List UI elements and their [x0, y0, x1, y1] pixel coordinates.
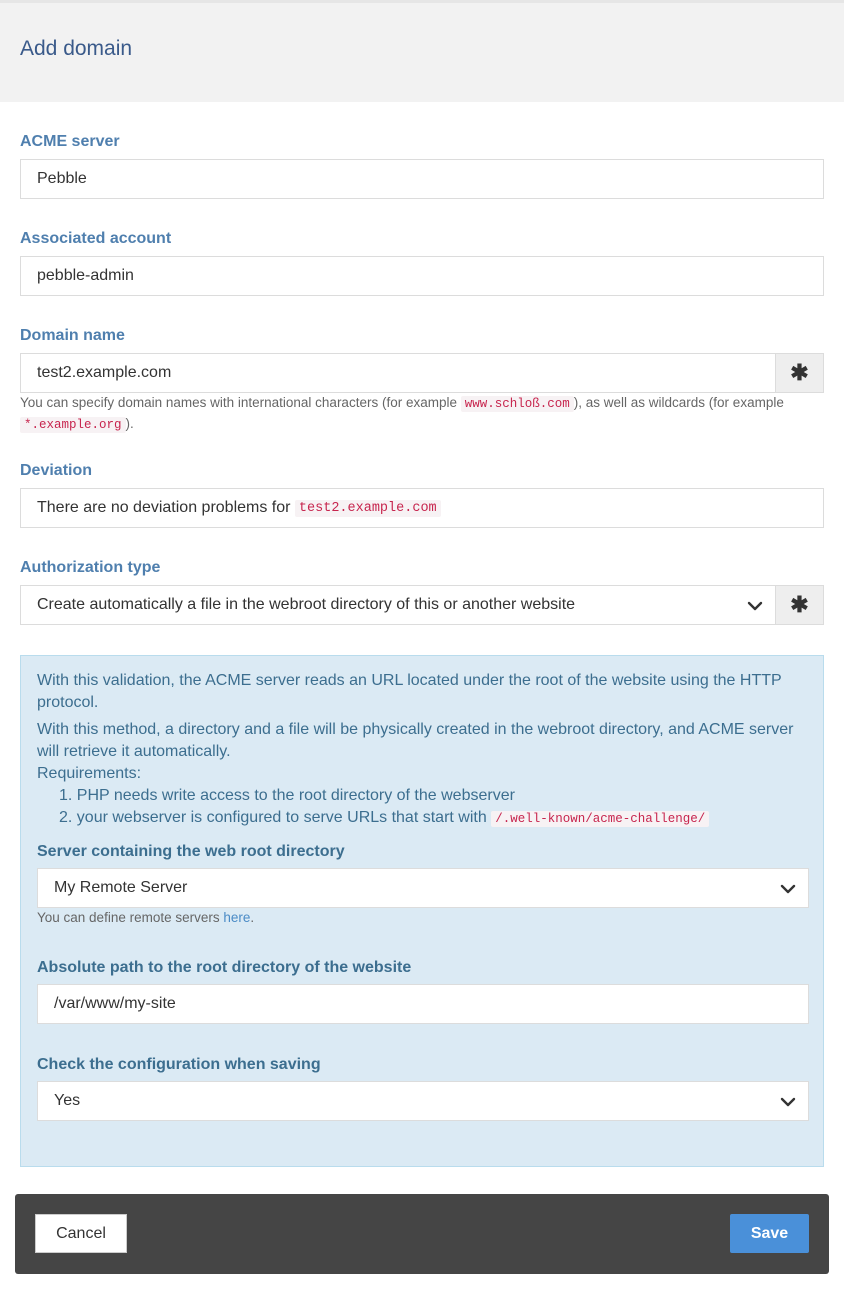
- domain-help-example-idn: www.schloß.com: [461, 396, 574, 412]
- requirements-heading: Requirements:: [37, 765, 142, 782]
- account-label: Associated account: [20, 230, 172, 247]
- server-help-end: .: [250, 910, 255, 925]
- deviation-field: [20, 488, 824, 528]
- authorization-type-select[interactable]: [20, 585, 776, 625]
- webroot-path-text[interactable]: [54, 995, 808, 1013]
- server-help-text: [37, 908, 254, 927]
- requirement-item-1: 1. PHP needs write access to the root directory of the webserver: [59, 787, 515, 804]
- info-paragraph-2: With this method, a directory and a file will be physically created in the webroot directory, and ACME server will retrieve it automatically.: [37, 721, 794, 760]
- check-config-value: Yes: [54, 1092, 81, 1109]
- info-paragraph-1: With this validation, the ACME server reads an URL located under the root of the website using the HTTP protocol.: [37, 672, 782, 711]
- cancel-button[interactable]: Cancel: [35, 1214, 127, 1253]
- deviation-domain-code: test2.example.com: [295, 500, 441, 517]
- domain-help-text: [20, 393, 824, 435]
- server-label: Server containing the web root directory: [37, 843, 345, 860]
- domain-name-text[interactable]: [37, 364, 775, 382]
- deviation-label: Deviation: [20, 462, 93, 479]
- domain-name-input[interactable]: [20, 353, 776, 393]
- domain-help-post: ).: [125, 416, 134, 431]
- server-select[interactable]: [37, 868, 809, 908]
- required-icon: ✱: [775, 353, 824, 393]
- remote-servers-link[interactable]: here: [223, 910, 251, 925]
- domain-help-pre: You can specify domain names with international characters (for example: [20, 395, 461, 410]
- deviation-text: There are no deviation problems for: [37, 499, 295, 516]
- authorization-type-label: Authorization type: [20, 559, 161, 576]
- domain-help-example-wildcard: *.example.org: [20, 417, 126, 433]
- server-select-value: My Remote Server: [54, 879, 188, 896]
- dialog-footer: [15, 1194, 829, 1274]
- webroot-path-label: Absolute path to the root directory of the website: [37, 959, 412, 976]
- page-title: Add domain: [20, 37, 133, 60]
- chevron-down-icon: [780, 1094, 796, 1110]
- account-field[interactable]: [20, 256, 824, 296]
- requirement-item-2: [59, 807, 709, 830]
- chevron-down-icon: [747, 598, 763, 614]
- acme-server-value: Pebble: [37, 170, 87, 187]
- required-icon: ✱: [775, 585, 824, 625]
- dialog-header: [0, 0, 844, 102]
- acme-server-field[interactable]: [20, 159, 824, 199]
- acme-challenge-path-code: /.well-known/acme-challenge/: [491, 811, 709, 827]
- check-config-select[interactable]: [37, 1081, 809, 1121]
- chevron-down-icon: [780, 881, 796, 897]
- domain-name-label: Domain name: [20, 327, 125, 344]
- webroot-path-input[interactable]: [37, 984, 809, 1024]
- acme-server-label: ACME server: [20, 133, 120, 150]
- authorization-type-value: Create automatically a file in the webroot directory of this or another website: [37, 596, 576, 613]
- save-button[interactable]: Save: [730, 1214, 809, 1253]
- http-validation-panel: [20, 655, 824, 1167]
- requirement-item-2-text: 2. your webserver is configured to serve URLs that start with: [59, 809, 492, 826]
- domain-help-mid: ), as well as wildcards (for example: [573, 395, 784, 410]
- server-help-pre: You can define remote servers: [37, 910, 224, 925]
- check-config-label: Check the configuration when saving: [37, 1056, 321, 1073]
- account-value: pebble-admin: [37, 267, 134, 284]
